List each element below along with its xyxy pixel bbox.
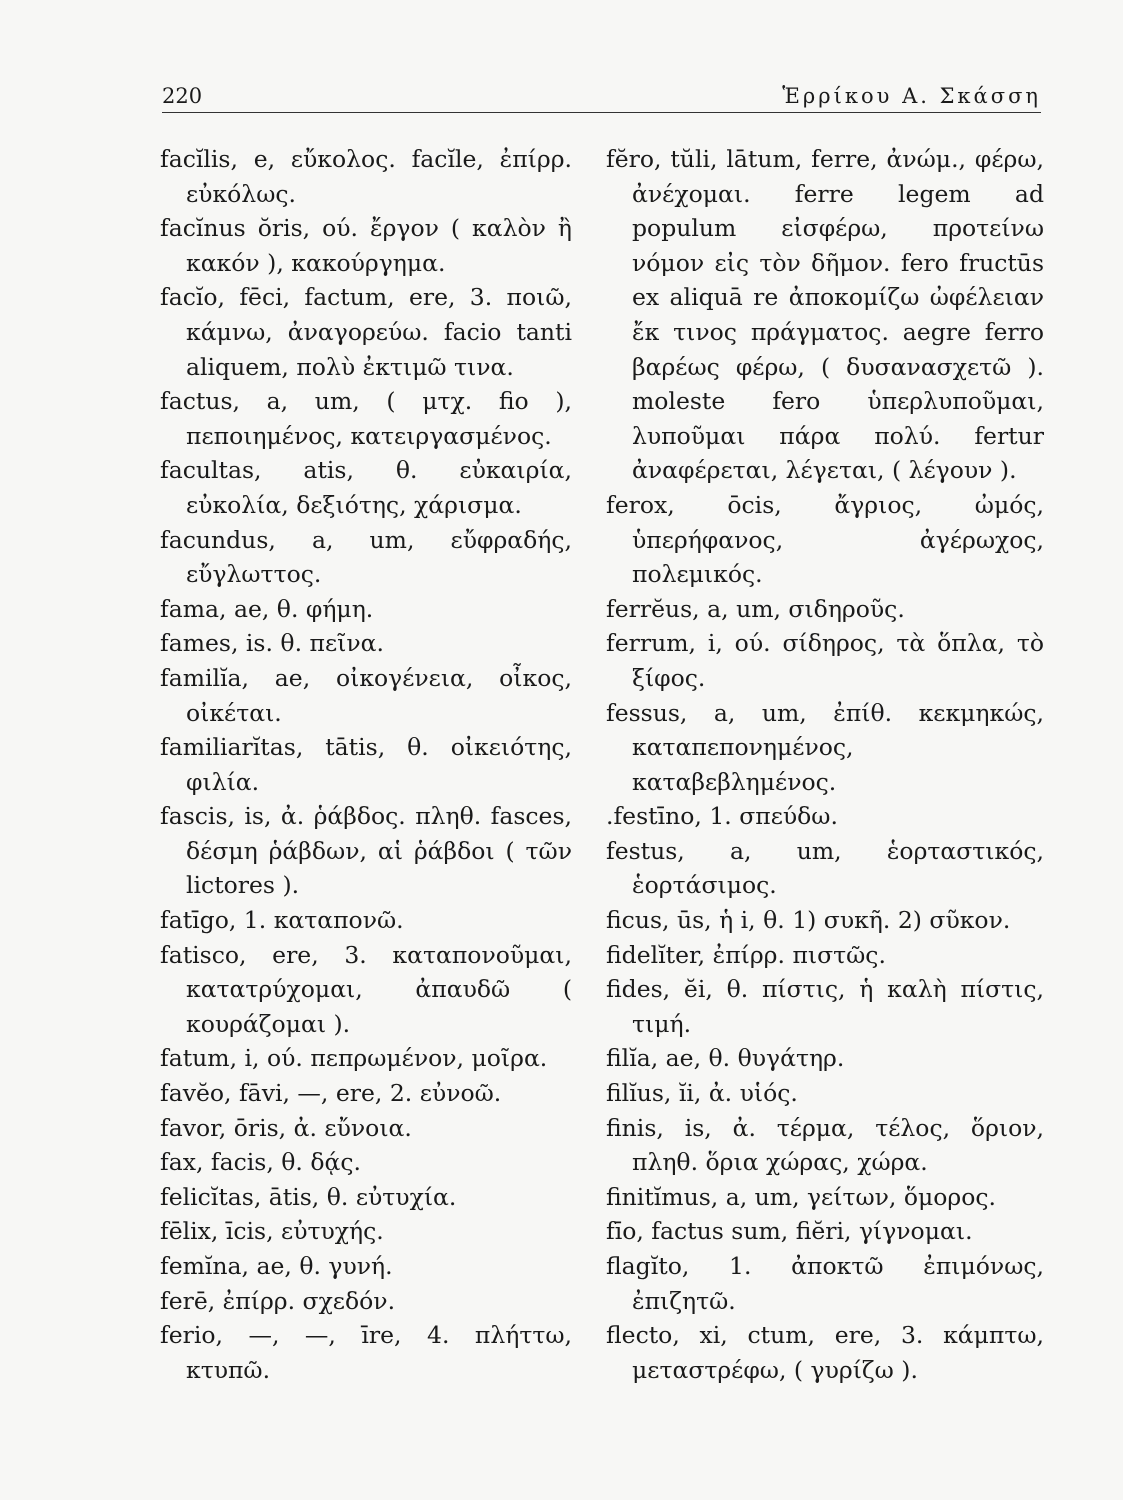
dictionary-entry: facĭlis, e, εὔκολος. facĭle, ἐπίρρ. εὐκόλως. [160, 145, 572, 208]
dictionary-entry: fĕro, tŭli, lātum, ferre, ἀνώμ., φέρω, ἀνέχομαι. ferre legem ad populum εἰσφέρω, προτείνω νόμον εἰς τὸν δῆμον. fero fructūs ex aliquā re ἀποκομίζω ὠφέλειαν ἔκ τινος πράγματος. aegre ferro βαρέως φέρω, ( δυσανασχετῶ ). moleste fero ὑπερλυποῦμαι, λυποῦμαι πάρα πολύ. fertur ἀναφέρεται, λέγεται, ( λέγουν ). [606, 145, 1044, 485]
dictionary-entry: favor, ōris, ἀ. εὔνοια. [160, 1113, 412, 1142]
dictionary-entry: ferrĕus, a, um, σιδηροῦς. [606, 594, 905, 623]
dictionary-entry: familiarĭtas, tātis, θ. οἰκειότης, φιλία. [160, 733, 572, 796]
dictionary-entry: facĭo, fēci, factum, ere, 3. ποιῶ, κάμνω, ἀναγορεύω. facio tanti aliquem, πολὺ ἐκτιμῶ τινα. [160, 283, 572, 381]
dictionary-entry: fides, ĕi, θ. πίστις, ἡ καλὴ πίστις, τιμή. [606, 975, 1044, 1038]
dictionary-entry: finis, is, ἀ. τέρμα, τέλος, ὅριον, πληθ. ὅρια χώρας, χώρα. [606, 1113, 1044, 1177]
dictionary-entry: felicĭtas, ātis, θ. εὐτυχία. [160, 1182, 457, 1211]
dictionary-entry: facundus, a, um, εὔφραδής, εὔγλωττος. [160, 525, 572, 589]
dictionary-entry: fatīgo, 1. καταπονῶ. [160, 906, 404, 935]
left-column [160, 142, 572, 1387]
dictionary-entry: ferox, ōcis, ἄγριος, ὠμός, ὑπερήφανος, ἀγέρωχος, πολεμικός. [606, 490, 1044, 589]
dictionary-entry: filĭus, ĭi, ἀ. υἱός. [606, 1079, 798, 1108]
dictionary-entry: .festīno, 1. σπεύδω. [606, 802, 838, 831]
dictionary-entry: flagĭto, 1. ἀποκτῶ ἐπιμόνως, ἐπιζητῶ. [606, 1252, 1044, 1315]
dictionary-entry: finitĭmus, a, um, γείτων, ὅμορος. [606, 1182, 996, 1211]
dictionary-entry: facĭnus ŏris, ού. ἔργον ( καλὸν ἢ κακόν ), κακούργημα. [160, 214, 572, 277]
page-number: 220 [162, 84, 203, 108]
dictionary-entry: fascis, is, ἀ. ῥάβδος. πληθ. fasces, δέσμη ῥάβδων, αἱ ῥάβδοι ( τῶν lictores ). [160, 802, 572, 900]
dictionary-entry: flecto, xi, ctum, ere, 3. κάμπτω, μεταστρέφω, ( γυρίζω ). [606, 1321, 1044, 1384]
dictionary-entry: familĭa, ae, οἰκογένεια, οἶκος, οἰκέται. [160, 663, 572, 727]
dictionary-entry: fama, ae, θ. φήμη. [160, 594, 374, 623]
running-title: Ἑρρίκου Α. Σκάσση [782, 84, 1041, 108]
dictionary-entry: fidelĭter, ἐπίρρ. πιστῶς. [606, 940, 886, 969]
dictionary-entry: femĭna, ae, θ. γυνή. [160, 1252, 393, 1280]
dictionary-entry: ferrum, i, ού. σίδηρος, τὰ ὅπλα, τὸ ξίφος. [606, 629, 1044, 692]
dictionary-entry: fessus, a, um, ἐπίθ. κεκμηκώς, καταπεπονημένος, καταβεβλημένος. [606, 698, 1044, 796]
dictionary-entry: filĭa, ae, θ. θυγάτηρ. [606, 1044, 845, 1073]
dictionary-entry: ferē, ἐπίρρ. σχεδόν. [160, 1286, 396, 1315]
dictionary-entry: fax, facis, θ. δᾴς. [160, 1148, 362, 1177]
dictionary-entry: favĕo, fāvi, —, ere, 2. εὐνοῶ. [160, 1079, 502, 1108]
dictionary-entry: facultas, atis, θ. εὐκαιρία, εὐκολία, δεξιότης, χάρισμα. [160, 456, 572, 519]
page-header [162, 72, 1041, 108]
dictionary-entry: fatum, i, ού. πεπρωμένον, μοῖρα. [160, 1044, 548, 1073]
dictionary-entry: ficus, ūs, ἡ i, θ. 1) συκῆ. 2) σῦκον. [606, 906, 1011, 935]
right-column [606, 142, 1044, 1387]
dictionary-entry: fēlix, īcis, εὐτυχής. [160, 1217, 384, 1246]
dictionary-entry: fatisco, ere, 3. καταπονοῦμαι, κατατρύχομαι, ἀπαυδῶ ( κουράζομαι ). [160, 940, 572, 1038]
header-rule [162, 112, 1041, 113]
dictionary-entry: festus, a, um, ἑορταστικός, ἑορτάσιμος. [606, 836, 1044, 900]
dictionary-entry: ferio, —, —, īre, 4. πλήττω, κτυπῶ. [160, 1321, 572, 1384]
dictionary-entry: fīo, factus sum, fiĕri, γίγνομαι. [606, 1217, 973, 1246]
dictionary-entry: factus, a, um, ( μτχ. fio ), πεποιημένος, κατειργασμένος. [160, 387, 572, 450]
dictionary-entry: fames, is. θ. πεῖνα. [160, 629, 384, 658]
